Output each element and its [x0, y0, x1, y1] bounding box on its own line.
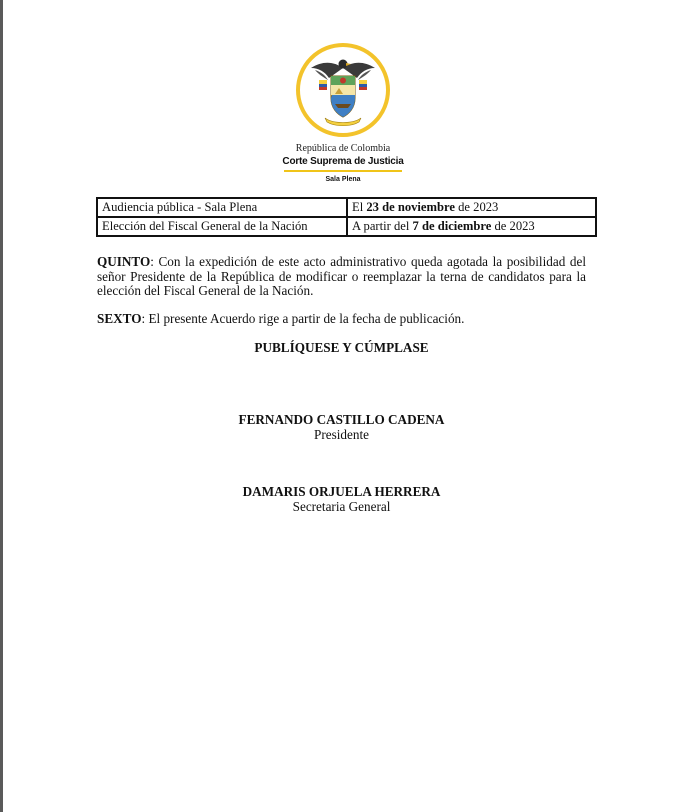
table-cell — [97, 217, 347, 236]
closing-formula: PUBLÍQUESE Y CÚMPLASE — [254, 340, 429, 355]
event-date: 7 de diciembre — [412, 219, 492, 233]
page-left-edge — [0, 0, 3, 812]
table-row — [97, 217, 596, 236]
article-heading: SEXTO — [97, 311, 142, 326]
article-quinto — [97, 255, 586, 299]
court-name: Corte Suprema de Justicia — [282, 156, 404, 167]
table-cell — [347, 198, 596, 217]
court-header — [230, 143, 456, 185]
table-cell — [97, 198, 347, 217]
signature-block — [97, 412, 586, 442]
republic-label: República de Colombia — [295, 143, 391, 154]
date-suffix: de 2023 — [454, 200, 499, 214]
schedule-table — [96, 197, 597, 237]
event-date: 23 de noviembre — [366, 200, 455, 214]
date-prefix: A partir del — [352, 219, 413, 233]
article-text: : El presente Acuerdo rige a partir de la fecha de publicación. — [141, 311, 465, 326]
signatory-name: FERNANDO CASTILLO CADENA — [238, 412, 445, 427]
article-sexto — [97, 312, 586, 327]
table-cell — [347, 217, 596, 236]
event-label: Elección del Fiscal General de la Nación — [102, 219, 308, 233]
article-text: : Con la expedición de este acto administrativo queda agotada la posibilidad del señor Presidente de la República de modificar o reemplazar la terna de candidatos para la elección del Fiscal General de la Nación. — [97, 254, 586, 298]
signature-block — [97, 484, 586, 514]
article-heading: QUINTO — [97, 254, 151, 269]
event-label: Audiencia pública - Sala Plena — [102, 200, 258, 214]
coat-of-arms-seal-icon — [295, 42, 391, 138]
chamber-label: Sala Plena — [325, 176, 361, 183]
header-divider — [284, 170, 402, 172]
date-suffix: de 2023 — [491, 219, 535, 233]
signatory-role: Secretaria General — [292, 499, 391, 514]
date-prefix: El — [352, 200, 367, 214]
signatory-name: DAMARIS ORJUELA HERRERA — [242, 484, 441, 499]
table-row — [97, 198, 596, 217]
signatory-role: Presidente — [314, 427, 369, 442]
